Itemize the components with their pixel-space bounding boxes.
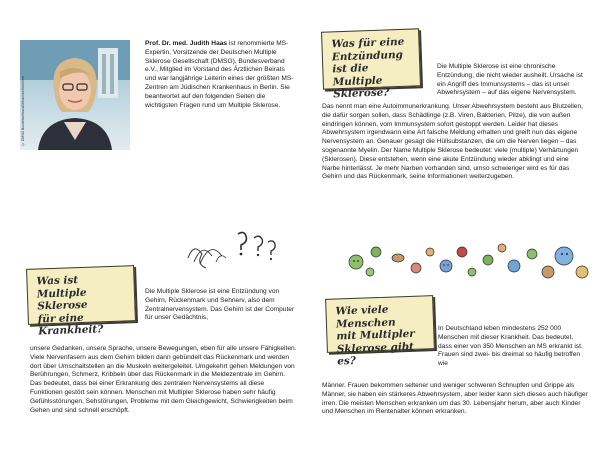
question-heading-disease: Was ist Multiple Sklerose für eine Krankheit? (36, 274, 104, 338)
question-box-prevalence (325, 295, 435, 368)
answer-body-inflammation: Das nennt man eine Autoimmunerkrankung. Unser Abwehrsystem besteht aus Blutzellen, die dafür sorgen sollen, dass Schädlinge (z.B. Viren, Bakterien, Pilze), die von außen eindringen können, vom Immunsystem sofort gestoppt werden. Leider hat dieses Abwehrsystem irgendwann eine Art falsche Meldung erhalten und greift nun das eigene Nervensystem an. Genauer gesagt die Hüllsubstanzen, die um die Nerven liegen – das sogenannte Myelin. Der Name Multiple Sklerose bedeutet: viele (multiple) Verhärtungen (Sklerosen). Diese entstehen, wenn eine akute Entzündung wieder abklingt und eine Narbe hinterlässt. Je mehr Narben vorhanden sind, umso schwieriger wird es für das Gehirn und das Rückenmark, seine Informationen weiterzugeben. (322, 103, 583, 181)
author-portrait-image (20, 40, 130, 150)
author-name: Prof. Dr. med. Judith Haas (145, 40, 228, 47)
photo-credit: © DMSG Bundesverband/Johannes Kirchherr (21, 75, 25, 146)
question-box-disease (26, 265, 136, 338)
question-box-inflammation (321, 28, 421, 101)
answer-intro-prevalence: In Deutschland leben mindestens 252 000 Menschen mit dieser Krankheit. Das bedeutet, dass einer von 350 Menschen an MS erkrankt ist. Frauen sind zwei- bis dreimal so häufig betroffen wie (438, 325, 583, 368)
question-heading-prevalence: Wie viele Menschen mit Multipler Sklerose gibt es? (335, 303, 415, 368)
germs-illustration (342, 232, 592, 290)
author-bio-text: ist renommierte MS-Expertin, Vorsitzende der Deutschen Multiple Sklerose Gesellschaft (DMSG), Bundesverband e.V., Mitglied im Vorstand des Ärztlichen Beirats und war langjährige Leiterin eines der größten MS-Zentren am Jüdischen Krankenhaus in Berlin. Sie beantwortet auf den folgenden Seiten die wichtigsten Fragen rund um Multiple Sklerose. (145, 40, 294, 109)
answer-body-disease: unsere Gedanken, unsere Sprache, unsere Bewegungen, eben für alle unsere Fähigkeiten. Viele Nervenfasern aus dem Gehirn bilden dann gebündelt das Rückenmark und werden dort über Umschaltstellen an die Muskeln weitergeleitet. Umgekehrt gehen Meldungen von Berührungen, Schmerz, Kribbeln über das Rückenmark in die Meldezentrale im Gehirn. Das bedeutet, dass bei einer Erkrankung des zentralen Nervensystems all diese Funktionen gestört sein können. Menschen mit Multipler Sklerose haben sehr häufig Gefühlsstörungen, Sehstörungen, Probleme mit dem Gleichgewicht, Schwierigkeiten beim Gehen und sind schnell erschöpft. (30, 345, 297, 414)
question-heading-inflammation: Was für eine Entzündung ist die Multiple Sklerose? (331, 35, 405, 101)
question-marks-doodle (178, 228, 288, 276)
answer-intro-disease: Die Multiple Sklerose ist eine Entzündung von Gehirn, Rückenmark und Sehnerv, also dem Zentralnervensystem. Das Gehirn ist der Computer für unser Gedächtnis, (145, 288, 295, 322)
author-bio (145, 40, 295, 110)
answer-body-prevalence: Männer. Frauen bekommen seltener und weniger schweren Schnupfen und Grippe als Männer, sie haben ein stärkeres Abwehrsystem, aber leider kann sich dieses auch häufiger irren. Die meisten Menschen erkranken um das 30. Lebensjahr herum, aber auch Kinder und Menschen im Rentenalter können erkranken. (322, 382, 588, 416)
answer-intro-inflammation: Die Multiple Sklerose ist eine chronische Entzündung, die nicht wieder ausheilt. Ursache ist ein Angriff des Immunsystems – das ist unser Abwehrsystem – auf das eigene Nervensystem. (437, 63, 583, 97)
author-photo (20, 40, 130, 150)
